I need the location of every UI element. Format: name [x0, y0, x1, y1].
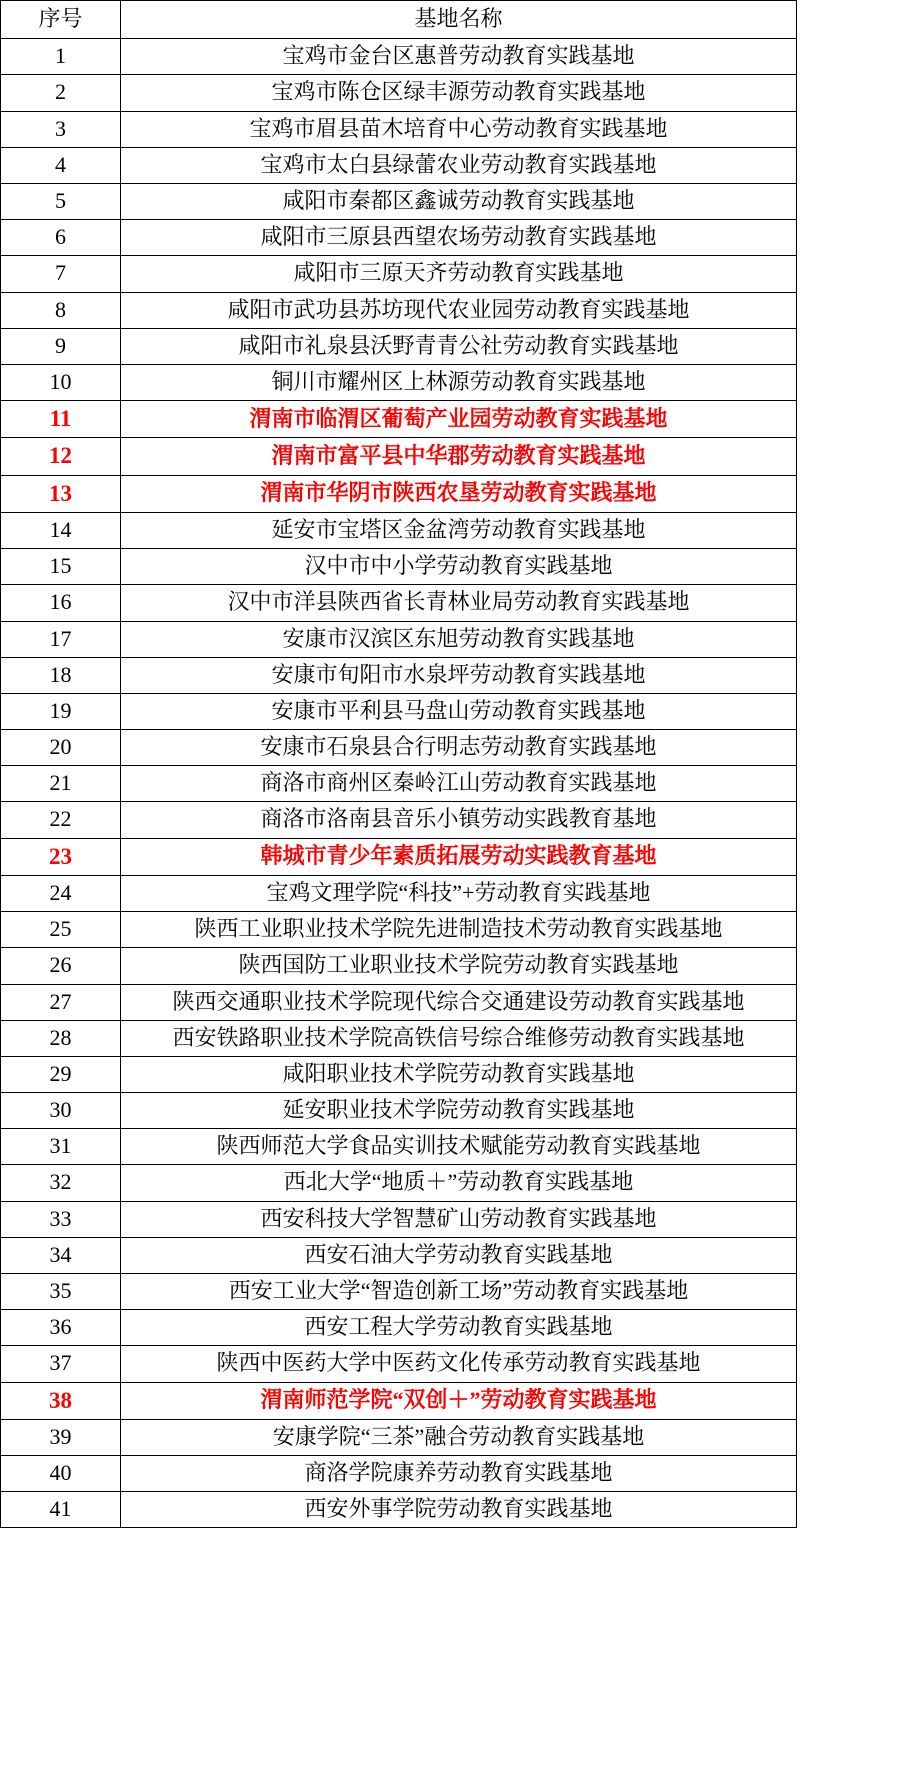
row-index-cell: 34 — [1, 1237, 121, 1273]
row-name-cell: 陕西师范大学食品实训技术赋能劳动教育实践基地 — [121, 1129, 797, 1165]
row-name-cell: 商洛学院康养劳动教育实践基地 — [121, 1456, 797, 1492]
row-index-cell: 31 — [1, 1129, 121, 1165]
row-name-cell: 宝鸡市眉县苗木培育中心劳动教育实践基地 — [121, 111, 797, 147]
table-row — [1, 693, 797, 729]
row-index-cell: 35 — [1, 1274, 121, 1310]
table-row — [1, 948, 797, 984]
row-name-cell: 汉中市洋县陕西省长青林业局劳动教育实践基地 — [121, 585, 797, 621]
table-row — [1, 1419, 797, 1455]
row-name-cell: 西北大学“地质＋”劳动教育实践基地 — [121, 1165, 797, 1201]
row-name-cell: 陕西国防工业职业技术学院劳动教育实践基地 — [121, 948, 797, 984]
row-name-cell: 延安市宝塔区金盆湾劳动教育实践基地 — [121, 512, 797, 548]
row-name-cell: 渭南市华阴市陕西农垦劳动教育实践基地 — [121, 475, 797, 512]
row-index-cell: 29 — [1, 1056, 121, 1092]
row-index-cell: 27 — [1, 984, 121, 1020]
column-header-name: 基地名称 — [121, 1, 797, 39]
row-index-cell: 33 — [1, 1201, 121, 1237]
table-row — [1, 364, 797, 400]
table-row — [1, 328, 797, 364]
table-row — [1, 875, 797, 911]
table-row — [1, 256, 797, 292]
row-name-cell: 韩城市青少年素质拓展劳动实践教育基地 — [121, 838, 797, 875]
row-name-cell: 渭南市临渭区葡萄产业园劳动教育实践基地 — [121, 401, 797, 438]
row-name-cell: 西安工程大学劳动教育实践基地 — [121, 1310, 797, 1346]
row-index-cell: 19 — [1, 693, 121, 729]
row-index-cell: 16 — [1, 585, 121, 621]
row-name-cell: 延安职业技术学院劳动教育实践基地 — [121, 1093, 797, 1129]
row-index-cell: 17 — [1, 621, 121, 657]
row-name-cell: 咸阳市武功县苏坊现代农业园劳动教育实践基地 — [121, 292, 797, 328]
row-name-cell: 咸阳市礼泉县沃野青青公社劳动教育实践基地 — [121, 328, 797, 364]
row-name-cell: 商洛市商州区秦岭江山劳动教育实践基地 — [121, 766, 797, 802]
table-header — [1, 1, 797, 39]
row-index-cell: 11 — [1, 401, 121, 438]
table-row — [1, 1456, 797, 1492]
row-index-cell: 2 — [1, 75, 121, 111]
row-index-cell: 7 — [1, 256, 121, 292]
table-row — [1, 1382, 797, 1419]
row-index-cell: 4 — [1, 147, 121, 183]
row-name-cell: 陕西交通职业技术学院现代综合交通建设劳动教育实践基地 — [121, 984, 797, 1020]
table-row — [1, 1093, 797, 1129]
row-index-cell: 40 — [1, 1456, 121, 1492]
table-row — [1, 549, 797, 585]
table-row — [1, 1310, 797, 1346]
row-name-cell: 铜川市耀州区上林源劳动教育实践基地 — [121, 364, 797, 400]
table-row — [1, 1129, 797, 1165]
table-row — [1, 585, 797, 621]
row-index-cell: 3 — [1, 111, 121, 147]
row-index-cell: 13 — [1, 475, 121, 512]
row-index-cell: 15 — [1, 549, 121, 585]
row-index-cell: 10 — [1, 364, 121, 400]
table-row — [1, 39, 797, 75]
table-row — [1, 147, 797, 183]
row-name-cell: 西安工业大学“智造创新工场”劳动教育实践基地 — [121, 1274, 797, 1310]
row-name-cell: 陕西中医药大学中医药文化传承劳动教育实践基地 — [121, 1346, 797, 1382]
row-index-cell: 37 — [1, 1346, 121, 1382]
table-row — [1, 766, 797, 802]
row-name-cell: 宝鸡文理学院“科技”+劳动教育实践基地 — [121, 875, 797, 911]
row-index-cell: 39 — [1, 1419, 121, 1455]
table-row — [1, 401, 797, 438]
row-index-cell: 12 — [1, 438, 121, 475]
row-index-cell: 21 — [1, 766, 121, 802]
row-index-cell: 24 — [1, 875, 121, 911]
table-row — [1, 1346, 797, 1382]
row-name-cell: 咸阳职业技术学院劳动教育实践基地 — [121, 1056, 797, 1092]
row-name-cell: 安康市石泉县合行明志劳动教育实践基地 — [121, 730, 797, 766]
table-body — [1, 39, 797, 1528]
row-name-cell: 宝鸡市陈仓区绿丰源劳动教育实践基地 — [121, 75, 797, 111]
row-index-cell: 8 — [1, 292, 121, 328]
row-name-cell: 宝鸡市金台区惠普劳动教育实践基地 — [121, 39, 797, 75]
row-name-cell: 安康学院“三茶”融合劳动教育实践基地 — [121, 1419, 797, 1455]
column-header-index: 序号 — [1, 1, 121, 39]
row-name-cell: 宝鸡市太白县绿蕾农业劳动教育实践基地 — [121, 147, 797, 183]
row-name-cell: 咸阳市秦都区鑫诚劳动教育实践基地 — [121, 183, 797, 219]
row-index-cell: 1 — [1, 39, 121, 75]
table-row — [1, 292, 797, 328]
table-row — [1, 1056, 797, 1092]
row-name-cell: 咸阳市三原天齐劳动教育实践基地 — [121, 256, 797, 292]
row-index-cell: 20 — [1, 730, 121, 766]
table-row — [1, 512, 797, 548]
row-name-cell: 安康市旬阳市水泉坪劳动教育实践基地 — [121, 657, 797, 693]
row-name-cell: 商洛市洛南县音乐小镇劳动实践教育基地 — [121, 802, 797, 838]
row-name-cell: 咸阳市三原县西望农场劳动教育实践基地 — [121, 220, 797, 256]
row-name-cell: 渭南师范学院“双创＋”劳动教育实践基地 — [121, 1382, 797, 1419]
table-row — [1, 438, 797, 475]
table-row — [1, 220, 797, 256]
table-row — [1, 838, 797, 875]
row-name-cell: 西安外事学院劳动教育实践基地 — [121, 1492, 797, 1528]
row-index-cell: 9 — [1, 328, 121, 364]
row-index-cell: 5 — [1, 183, 121, 219]
row-name-cell: 安康市平利县马盘山劳动教育实践基地 — [121, 693, 797, 729]
row-name-cell: 陕西工业职业技术学院先进制造技术劳动教育实践基地 — [121, 912, 797, 948]
table-row — [1, 111, 797, 147]
table-header-row — [1, 1, 797, 39]
row-index-cell: 30 — [1, 1093, 121, 1129]
table-row — [1, 984, 797, 1020]
table-row — [1, 1201, 797, 1237]
table-row — [1, 1274, 797, 1310]
row-name-cell: 西安铁路职业技术学院高铁信号综合维修劳动教育实践基地 — [121, 1020, 797, 1056]
row-name-cell: 渭南市富平县中华郡劳动教育实践基地 — [121, 438, 797, 475]
table-row — [1, 621, 797, 657]
row-index-cell: 25 — [1, 912, 121, 948]
row-index-cell: 14 — [1, 512, 121, 548]
row-index-cell: 38 — [1, 1382, 121, 1419]
row-name-cell: 西安科技大学智慧矿山劳动教育实践基地 — [121, 1201, 797, 1237]
table-row — [1, 912, 797, 948]
table-row — [1, 1020, 797, 1056]
row-index-cell: 26 — [1, 948, 121, 984]
table-row — [1, 475, 797, 512]
table-row — [1, 657, 797, 693]
table-row — [1, 802, 797, 838]
row-index-cell: 23 — [1, 838, 121, 875]
table-row — [1, 1165, 797, 1201]
row-index-cell: 28 — [1, 1020, 121, 1056]
table-row — [1, 183, 797, 219]
row-index-cell: 18 — [1, 657, 121, 693]
row-name-cell: 安康市汉滨区东旭劳动教育实践基地 — [121, 621, 797, 657]
table-row — [1, 730, 797, 766]
row-name-cell: 西安石油大学劳动教育实践基地 — [121, 1237, 797, 1273]
table-row — [1, 1237, 797, 1273]
row-name-cell: 汉中市中小学劳动教育实践基地 — [121, 549, 797, 585]
row-index-cell: 6 — [1, 220, 121, 256]
row-index-cell: 36 — [1, 1310, 121, 1346]
row-index-cell: 32 — [1, 1165, 121, 1201]
row-index-cell: 41 — [1, 1492, 121, 1528]
table-row — [1, 75, 797, 111]
row-index-cell: 22 — [1, 802, 121, 838]
table-row — [1, 1492, 797, 1528]
